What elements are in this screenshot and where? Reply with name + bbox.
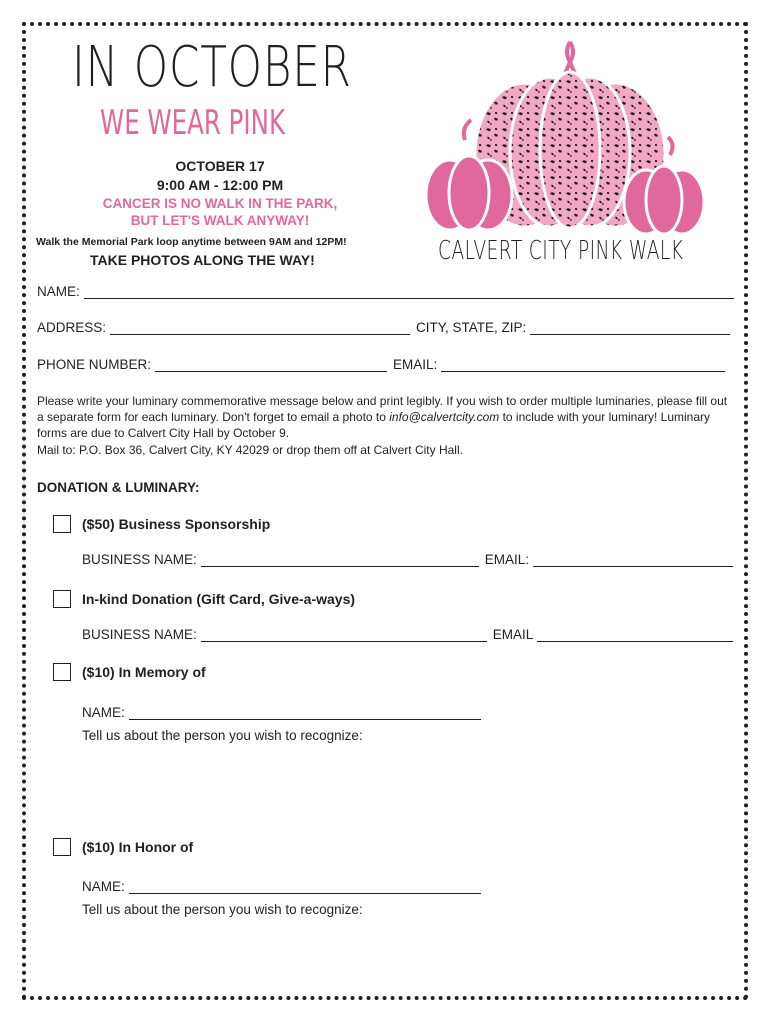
- email-field[interactable]: [441, 357, 725, 372]
- memory-name-field[interactable]: [129, 705, 481, 720]
- pumpkins-illustration: [420, 30, 710, 235]
- photos-note: TAKE PHOTOS ALONG THE WAY!: [90, 252, 315, 268]
- mail-to-text: Mail to: P.O. Box 36, Calvert City, KY 42029 or drop them off at Calvert City Hall.: [37, 443, 463, 457]
- option-label: ($10) In Honor of: [82, 839, 194, 855]
- option-fields-row: [82, 879, 481, 894]
- name-label: NAME:: [82, 705, 125, 720]
- name-label: NAME:: [82, 879, 125, 894]
- email-field[interactable]: [533, 552, 733, 567]
- email-field[interactable]: [537, 627, 733, 642]
- in-kind-donation-checkbox[interactable]: [53, 590, 71, 608]
- business-name-label: BUSINESS NAME:: [82, 552, 197, 567]
- tagline-line-1: CANCER IS NO WALK IN THE PARK,: [102, 196, 338, 211]
- option-fields-row: [82, 627, 733, 642]
- section-title: DONATION & LUMINARY:: [37, 480, 200, 495]
- city-state-zip-field[interactable]: [530, 320, 730, 335]
- email-label: EMAIL: [492, 627, 534, 642]
- address-field[interactable]: [110, 320, 410, 335]
- title-line-1: IN OCTOBER: [72, 35, 352, 100]
- event-date: OCTOBER 17: [175, 158, 265, 174]
- business-name-label: BUSINESS NAME:: [82, 627, 197, 642]
- contact-email-link[interactable]: info@calvertcity.com: [389, 410, 500, 424]
- option-fields-row: [82, 552, 733, 567]
- honor-name-field[interactable]: [129, 879, 481, 894]
- business-sponsorship-checkbox[interactable]: [53, 515, 71, 533]
- business-name-field[interactable]: [201, 627, 487, 642]
- instructions-paragraph: Please write your luminary commemorative message below and print legibly. If you wish to order multiple luminaries, please fill out a separate form for each luminary. Don't forget to email a photo to info@calvertcity.com to include with your luminary! Luminary forms are due to Calvert City Hall by October 9.: [37, 394, 728, 440]
- option-label: ($10) In Memory of: [82, 664, 206, 680]
- option-fields-row: [82, 705, 481, 720]
- recognize-prompt: Tell us about the person you wish to recognize:: [82, 902, 363, 917]
- city-state-zip-label: CITY, STATE, ZIP:: [416, 320, 527, 335]
- phone-email-row: [37, 357, 725, 372]
- address-label: ADDRESS:: [37, 320, 107, 335]
- email-label: EMAIL:: [393, 357, 438, 372]
- title-line-2: WE WEAR PINK: [100, 103, 286, 143]
- tagline-line-2: BUT LET'S WALK ANYWAY!: [130, 213, 310, 228]
- email-label: EMAIL:: [484, 552, 530, 567]
- brand-title: CALVERT CITY PINK WALK: [438, 236, 684, 266]
- phone-label: PHONE NUMBER:: [37, 357, 152, 372]
- walk-note: Walk the Memorial Park loop anytime between 9AM and 12PM!: [36, 236, 347, 248]
- business-name-field[interactable]: [201, 552, 479, 567]
- phone-field[interactable]: [155, 357, 387, 372]
- in-memory-checkbox[interactable]: [53, 663, 71, 681]
- name-field[interactable]: [84, 284, 734, 299]
- name-row: [37, 284, 734, 299]
- name-label: NAME:: [37, 284, 80, 299]
- in-honor-checkbox[interactable]: [53, 838, 71, 856]
- option-label: ($50) Business Sponsorship: [82, 516, 271, 532]
- recognize-prompt: Tell us about the person you wish to recognize:: [82, 728, 363, 743]
- event-time: 9:00 AM - 12:00 PM: [156, 177, 284, 193]
- address-row: [37, 320, 730, 335]
- option-label: In-kind Donation (Gift Card, Give-a-ways): [82, 591, 356, 607]
